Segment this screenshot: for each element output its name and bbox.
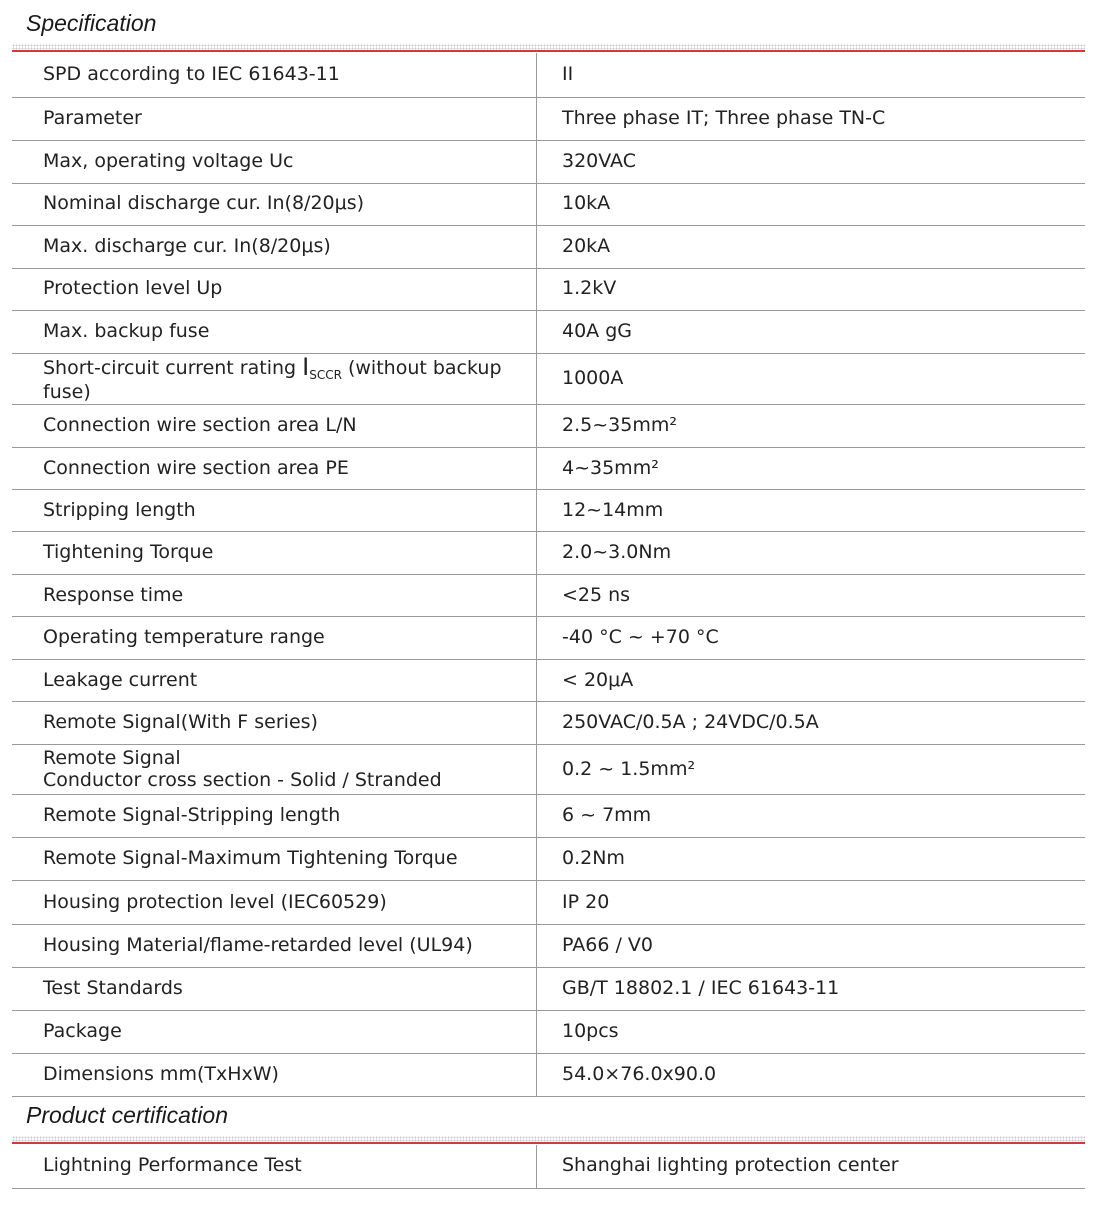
spec-value: <25 ns [537,575,1086,617]
spec-value: < 20μA [537,660,1086,702]
spec-label-sccr [12,353,537,405]
table-row [12,881,1085,925]
table-row [12,53,1085,97]
table-row [12,745,1085,795]
sccr-subscript: SCCR [309,367,342,382]
spec-label: Max. backup fuse [12,310,537,353]
table-row [12,968,1085,1011]
spec-value: 4~35mm² [537,448,1086,490]
spec-label: Operating temperature range [12,617,537,660]
spec-value: GB/T 18802.1 / IEC 61643-11 [537,968,1086,1011]
spec-value: 6 ~ 7mm [537,795,1086,838]
specification-table [12,53,1085,1097]
table-row [12,617,1085,660]
spec-value: 20kA [537,225,1086,268]
spec-label: Response time [12,575,537,617]
table-row [12,140,1085,183]
spec-label: Nominal discharge cur. In(8/20μs) [12,183,537,225]
spec-value: 54.0×76.0x90.0 [537,1054,1086,1097]
table-row [12,1145,1085,1188]
cert-section-title: Product certification [26,1102,228,1128]
label-text: Short-circuit current rating [43,356,303,379]
spec-value: 2.0~3.0Nm [537,532,1086,575]
label-line: Remote Signal [43,746,181,769]
label-text: (without backup fuse) [43,356,502,404]
spec-label: Remote Signal-Stripping length [12,795,537,838]
spec-label: Connection wire section area PE [12,448,537,490]
spec-value: II [537,53,1086,97]
table-row [12,575,1085,617]
spec-label-two-line [12,745,537,795]
spec-value: -40 °C ~ +70 °C [537,617,1086,660]
spec-value: 0.2 ~ 1.5mm² [537,745,1086,795]
table-row [12,448,1085,490]
current-symbol: I [302,352,310,381]
table-row [12,925,1085,968]
spec-label: Connection wire section area L/N [12,405,537,448]
cert-value: Shanghai lighting protection center [537,1145,1086,1188]
spec-label: Parameter [12,97,537,140]
spec-label: Stripping length [12,490,537,532]
table-row [12,795,1085,838]
spec-label: Remote Signal(With F series) [12,702,537,745]
table-row [12,97,1085,140]
spec-label: Package [12,1011,537,1054]
spec-value: 2.5~35mm² [537,405,1086,448]
table-row [12,1054,1085,1097]
spec-value: 12~14mm [537,490,1086,532]
cert-title-rule [12,1136,1085,1145]
spec-section-title: Specification [26,10,157,36]
spec-value: 1000A [537,353,1086,405]
table-row [12,660,1085,702]
table-row [12,702,1085,745]
spec-value: 0.2Nm [537,838,1086,881]
spec-value: 10pcs [537,1011,1086,1054]
spec-label: Housing Material/flame-retarded level (UL94) [12,925,537,968]
spec-label: Test Standards [12,968,537,1011]
table-row [12,532,1085,575]
spec-title-rule [12,44,1085,53]
spec-value: IP 20 [537,881,1086,925]
spec-label: Max. discharge cur. In(8/20μs) [12,225,537,268]
table-row [12,838,1085,881]
spec-label: Max, operating voltage Uc [12,140,537,183]
table-row [12,268,1085,310]
spec-value: 40A gG [537,310,1086,353]
spec-label: Housing protection level (IEC60529) [12,881,537,925]
spec-value: 10kA [537,183,1086,225]
spec-value: PA66 / V0 [537,925,1086,968]
table-row [12,310,1085,353]
table-row [12,405,1085,448]
spec-label: Leakage current [12,660,537,702]
spec-label: Dimensions mm(TxHxW) [12,1054,537,1097]
spec-value: 1.2kV [537,268,1086,310]
spec-label: Tightening Torque [12,532,537,575]
table-row [12,225,1085,268]
table-row [12,183,1085,225]
spec-label: SPD according to IEC 61643-11 [12,53,537,97]
certification-table [12,1145,1085,1189]
cert-label: Lightning Performance Test [12,1145,537,1188]
table-row [12,1011,1085,1054]
label-line: Conductor cross section - Solid / Stranded [43,768,442,791]
table-row [12,490,1085,532]
spec-value: 250VAC/0.5A ; 24VDC/0.5A [537,702,1086,745]
spec-value: 320VAC [537,140,1086,183]
spec-label: Protection level Up [12,268,537,310]
table-row [12,353,1085,405]
spec-label: Remote Signal-Maximum Tightening Torque [12,838,537,881]
spec-value: Three phase IT; Three phase TN-C [537,97,1086,140]
